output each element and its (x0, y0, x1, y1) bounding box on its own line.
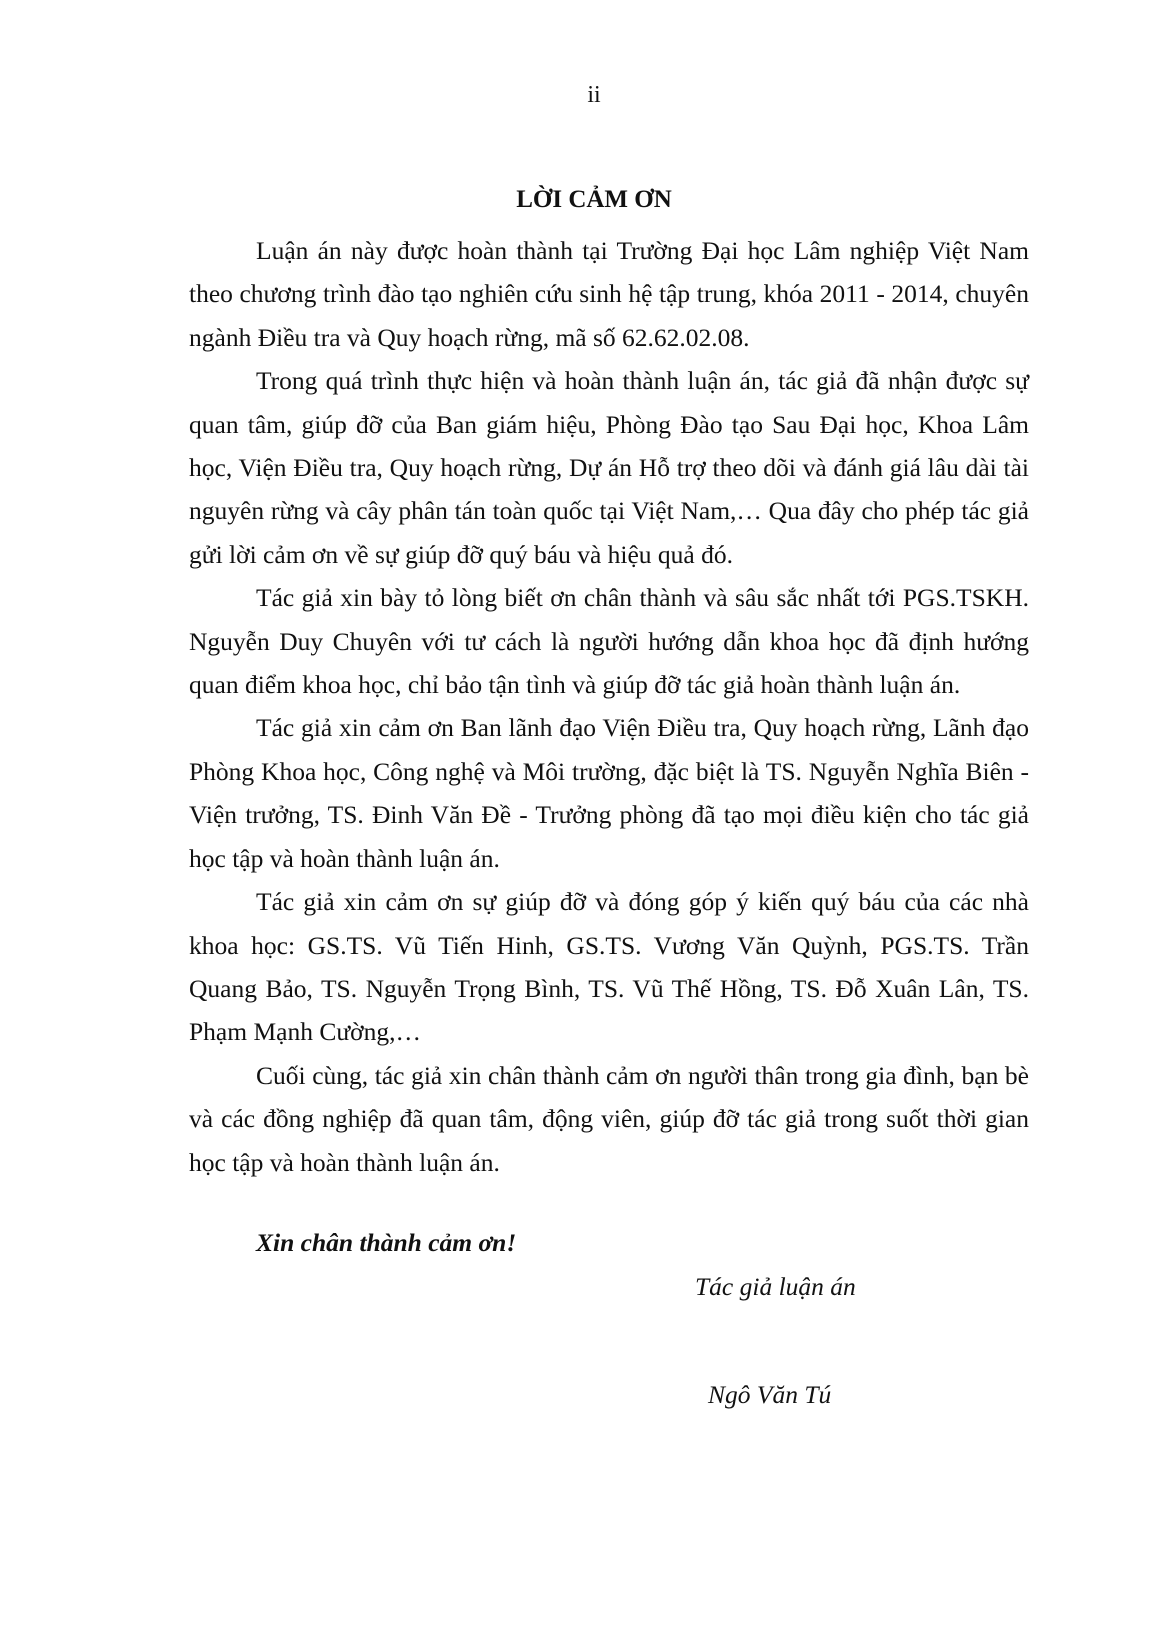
paragraph-6: Cuối cùng, tác giả xin chân thành cảm ơn người thân trong gia đình, bạn bè và các đồng nghiệp đã quan tâm, động viên, giúp đỡ tác giả trong suốt thời gian học tập và hoàn thành luận án. (189, 1060, 1029, 1177)
paragraph-1: Luận án này được hoàn thành tại Trường Đại học Lâm nghiệp Việt Nam theo chương trình đào tạo nghiên cứu sinh hệ tập trung, khóa 2011 - 2014, chuyên ngành Điều tra và Quy hoạch rừng, mã số 62.62.02.08. (189, 236, 1029, 352)
paragraph-5: Tác giả xin cảm ơn sự giúp đỡ và đóng góp ý kiến quý báu của các nhà khoa học: GS.TS. Vũ Tiến Hinh, GS.TS. Vương Văn Quỳnh, PGS.TS. Trần Quang Bảo, TS. Nguyễn Trọng Bình, TS. Vũ Thế Hồng, TS. Đỗ Xuân Lân, TS. Phạm Mạnh Cường,… (189, 887, 1029, 1047)
paragraph-2: Trong quá trình thực hiện và hoàn thành luận án, tác giả đã nhận được sự quan tâm, giúp đỡ của Ban giám hiệu, Phòng Đào tạo Sau Đại học, Khoa Lâm học, Viện Điều tra, Quy hoạch rừng, Dự án Hỗ trợ theo dõi và đánh giá lâu dài tài nguyên rừng và cây phân tán toàn quốc tại Việt Nam,… Qua đây cho phép tác giả gửi lời cảm ơn về sự giúp đỡ quý báu và hiệu quả đó. (189, 366, 1029, 569)
author-role: Tác giả luận án (695, 1272, 856, 1301)
closing-line: Xin chân thành cảm ơn! (256, 1228, 517, 1257)
acknowledgement-body (189, 229, 1029, 1184)
paragraph-3: Tác giả xin bày tỏ lòng biết ơn chân thành và sâu sắc nhất tới PGS.TSKH. Nguyễn Duy Chuyên với tư cách là người hướng dẫn khoa học đã định hướng quan điểm khoa học, chỉ bảo tận tình và giúp đỡ tác giả hoàn thành luận án. (189, 583, 1029, 700)
paragraph-4: Tác giả xin cảm ơn Ban lãnh đạo Viện Điều tra, Quy hoạch rừng, Lãnh đạo Phòng Khoa học, Công nghệ và Môi trường, đặc biệt là TS. Nguyễn Nghĩa Biên - Viện trưởng, TS. Đinh Văn Đề - Trưởng phòng đã tạo mọi điều kiện cho tác giả học tập và hoàn thành luận án. (189, 713, 1029, 873)
page-title: LỜI CẢM ƠN (516, 186, 672, 213)
page-number: ii (587, 82, 601, 108)
author-name: Ngô Văn Tú (708, 1380, 832, 1409)
